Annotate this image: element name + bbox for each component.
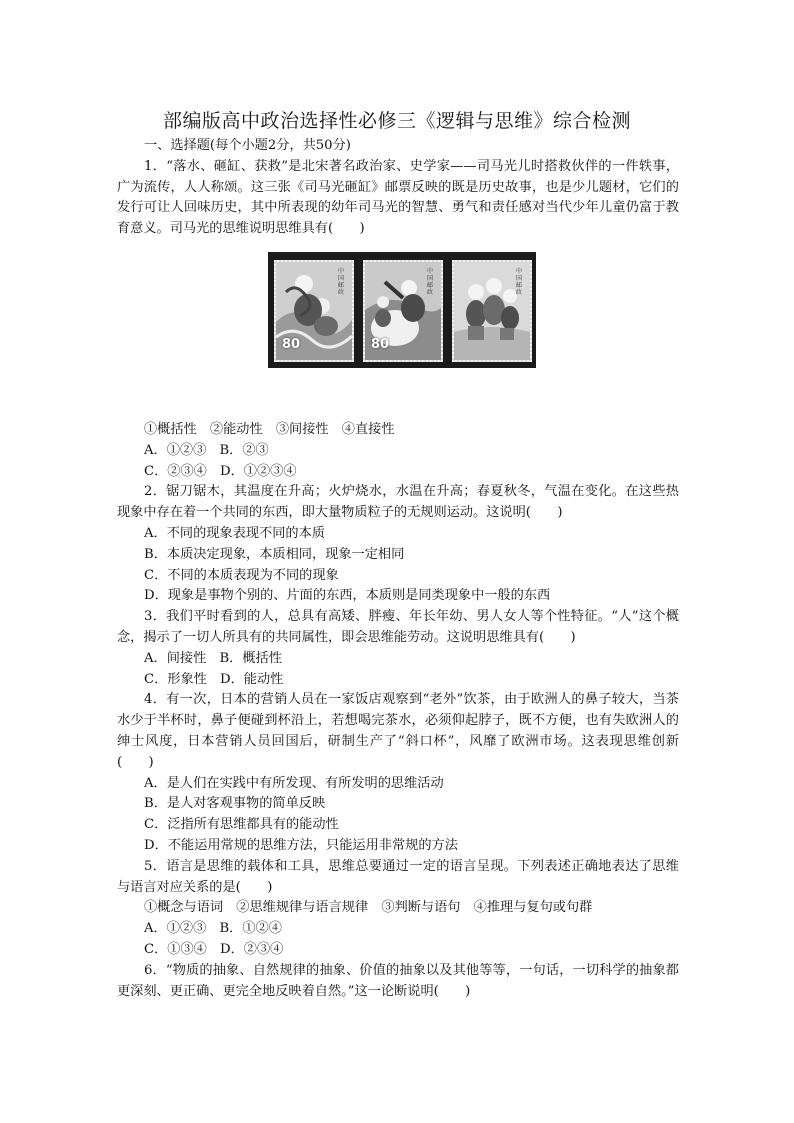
answer-option: A．间接性 B．概括性 bbox=[144, 650, 282, 666]
answer-option: D．现象是事物个别的、片面的东西，本质则是同类现象中一般的东西 bbox=[144, 588, 551, 604]
stamp-1 bbox=[274, 260, 354, 362]
section-heading: 一、选择题(每个小题2分，共50分) bbox=[144, 138, 351, 153]
stamp-2 bbox=[363, 260, 443, 362]
question-stem: 6．“物质的抽象、自然规律的抽象、价值的抽象以及其他等等，一句话，一切科学的抽象都更深刻、更正确、更完全地反映着自然。”这一论断说明( ) bbox=[117, 962, 679, 999]
answer-option: A．①②③ B．②③ bbox=[144, 442, 269, 458]
question-5 bbox=[117, 857, 679, 961]
question-stem: 4．有一次，日本的营销人员在一家饭店观察到“老外”饮茶，由于欧洲人的鼻子较大，当茶水少于半杯时，鼻子便碰到杯沿上，若想喝完茶水，必须仰起脖子，既不方便，也有失欧洲人的绅士风度，日本营销人员回国后，研制生产了“斜口杯”，风靡了欧洲市场。这表现思维创新( ) bbox=[117, 692, 679, 770]
stamp-country-label: 中国邮政 bbox=[338, 267, 345, 296]
answer-option: C．不同的本质表现为不同的现象 bbox=[144, 567, 339, 583]
answer-option: C．②③④ D．①②③④ bbox=[144, 463, 297, 479]
stamps-photo bbox=[268, 252, 536, 368]
document-body bbox=[117, 136, 679, 1002]
stamp-country-label: 中国邮政 bbox=[427, 267, 434, 296]
answer-option: A．不同的现象表现不同的本质 bbox=[144, 525, 325, 541]
question-stem: 2．锯刀锯木，其温度在升高；火炉烧水，水温在升高；春夏秋冬，气温在变化。在这些热现象中存在着一个共同的东西，即大量物质粒子的无规则运动。这说明( ) bbox=[117, 484, 679, 521]
stamps-figure bbox=[117, 252, 679, 368]
stamp-3 bbox=[452, 260, 532, 362]
answer-option: B．本质决定现象，本质相同，现象一定相同 bbox=[144, 546, 405, 562]
answer-line: ①概括性 ②能动性 ③间接性 ④直接性 bbox=[144, 421, 395, 437]
question-1 bbox=[117, 157, 679, 483]
answer-option: C．泛指所有思维都具有的能动性 bbox=[144, 817, 339, 833]
answer-option: C．形象性 D．能动性 bbox=[144, 671, 284, 687]
answer-option: D．不能运用常规的思维方法，只能运用非常规的方法 bbox=[144, 837, 458, 853]
stamp-denomination: 80 bbox=[282, 337, 301, 353]
stamp-country-label: 中国邮政 bbox=[516, 267, 523, 296]
question-4 bbox=[117, 690, 679, 856]
answer-option: B．是人对客观事物的简单反映 bbox=[144, 796, 326, 812]
answer-option: A．①②③ B．①②④ bbox=[144, 921, 282, 937]
answer-option: A．是人们在实践中有所发现、有所发明的思维活动 bbox=[144, 775, 444, 791]
question-stem: 5．语言是思维的载体和工具，思维总要通过一定的语言呈现。下列表述正确地表达了思维与语言对应关系的是( ) bbox=[117, 858, 679, 895]
question-stem: 3．我们平时看到的人，总具有高矮、胖瘦、年长年幼、男人女人等个性特征。“人”这个概念，揭示了一切人所具有的共同属性，即会思维能劳动。这说明思维具有( ) bbox=[117, 609, 679, 645]
question-3 bbox=[117, 607, 679, 690]
question-2 bbox=[117, 482, 679, 607]
question-stem: 1．“落水、砸缸、获救”是北宋著名政治家、史学家——司马光儿时搭救伙伴的一件轶事，广为流传，人人称颂。这三张《司马光砸缸》邮票反映的既是历史故事，也是少儿题材，它们的发行可让人回味历史，其中所表现的幼年司马光的智慧、勇气和责任感对当代少年儿童仍富于教育意义。司马光的思维说明思维具有( ) bbox=[117, 158, 679, 237]
stamp-denomination: 80 bbox=[371, 337, 390, 353]
answer-line: ①概念与语词 ②思维规律与语言规律 ③判断与语句 ④推理与复句或句群 bbox=[144, 900, 593, 916]
question-6 bbox=[117, 961, 679, 1003]
answer-option: C．①③④ D．②③④ bbox=[144, 941, 284, 957]
page-title: 部编版高中政治选择性必修三《逻辑与思维》综合检测 bbox=[162, 110, 631, 132]
